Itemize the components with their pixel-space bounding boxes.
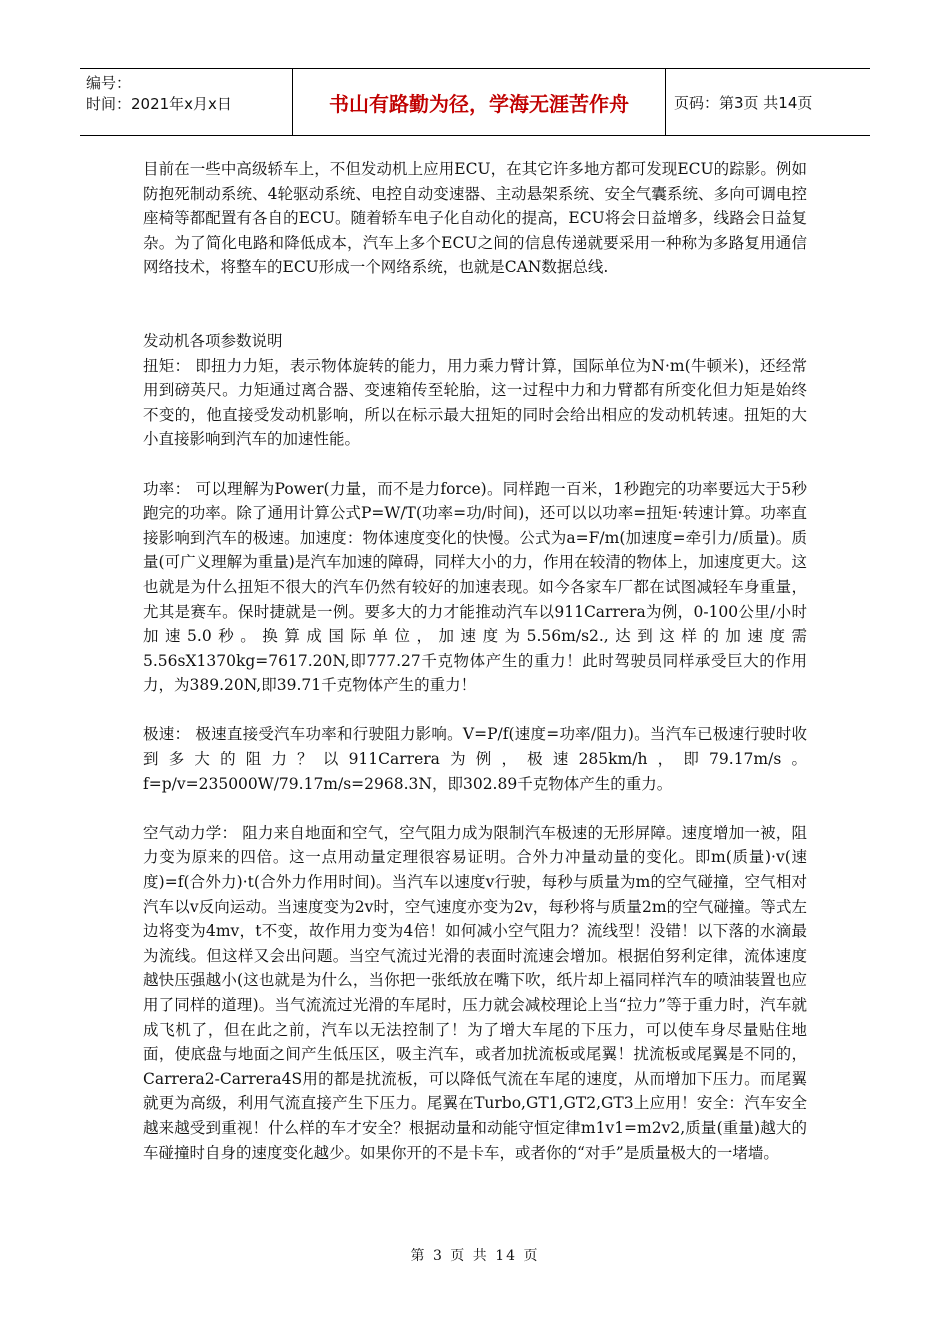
section-title: 发动机各项参数说明 [143, 331, 283, 350]
top-speed-paragraph: 极速： 极速直接受汽车功率和行驶阻力影响。V=P/f(速度=功率/阻力)。当汽车已极速行驶时收到多大的阻力？以911Carrera为例，极速285km/h，即79.17m/s。f=p/v=235000W/79.17m/s=2968.3N，即302.89千克物体产生的重力。 [143, 725, 807, 793]
header-motto: 书山有路勤为径，学海无涯苦作舟 [293, 69, 666, 135]
intro-paragraph: 目前在一些中高级轿车上，不但发动机上应用ECU，在其它许多地方都可发现ECU的踪影。例如防抱死制动系统、4轮驱动系统、电控自动变速器、主动悬架系统、安全气囊系统、多向可调电控座椅等都配置有各自的ECU。随着轿车电子化自动化的提高，ECU将会日益增多，线路会日益复杂。为了简化电路和降低成本，汽车上多个ECU之间的信息传递就要采用一种称为多路复用通信网络技术，将整车的ECU形成一个网络系统，也就是CAN数据总线. [143, 160, 807, 277]
header-page-info: 页码：第3页 共14页 [674, 93, 813, 112]
document-body [143, 157, 807, 1165]
torque-paragraph: 扭矩： 即扭力力矩，表示物体旋转的能力，用力乘力臂计算，国际单位为N·m(牛顿米)，还经常用到磅英尺。力矩通过离合器、变速箱传至轮胎，这一过程中力和力臂都有所变化但力矩是始终不变的，他直接受发动机影响，所以在标示最大扭矩的同时会给出相应的发动机转速。扭矩的大小直接影响到汽车的加速性能。 [143, 356, 807, 449]
aerodynamics-paragraph: 空气动力学： 阻力来自地面和空气，空气阻力成为限制汽车极速的无形屏障。速度增加一被，阻力变为原来的四倍。这一点用动量定理很容易证明。合外力冲量动量的变化。即m(质量)·v(速度)=f(合外力)·t(合外力作用时间)。当汽车以速度v行驶，每秒与质量为m的空气碰撞，空气相对汽车以v反向运动。当速度变为2v时，空气速度亦变为2v，每秒将与质量2m的空气碰撞。等式左边将变为4mv，t不变，故作用力变为4倍！如何减小空气阻力？流线型！没错！以下落的水滴最为流线。但这样又会出问题。当空气流过光滑的表面时流速会增加。根据伯努利定律，流体速度越快压强越小(这也就是为什么，当你把一张纸放在嘴下吹，纸片却上福同样汽车的喷油装置也应用了同样的道理)。当气流流过光滑的车尾时，压力就会减校理论上当“拉力”等于重力时，汽车就成飞机了，但在此之前，汽车以无法控制了！为了增大车尾的下压力，可以使车身尽量贴住地面，使底盘与地面之间产生低压区，吸主汽车，或者加扰流板或尾翼！扰流板或尾翼是不同的，Carrera2-Carrera4S用的都是扰流板，可以降低气流在车尾的速度，从而增加下压力。而尾翼就更为高级，利用气流直接产生下压力。尾翼在Turbo,GT1,GT2,GT3上应用！安全：汽车安全越来越受到重视！什么样的车才安全？根据动量和动能守恒定律m1v1=m2v2,质量(重量)越大的车碰撞时自身的速度变化越少。如果你开的不是卡车，或者你的“对手”是质量极大的一堵墙。 [143, 823, 807, 1162]
spacer [143, 796, 807, 821]
power-paragraph: 功率： 可以理解为Power(力量，而不是力force)。同样跑一百米，1秒跑完的功率要远大于5秒跑完的功率。除了通用计算公式P=W/T(功率=功/时间)，还可以以功率=扭矩·转速计算。功率直接影响到汽车的极速。加速度：物体速度变化的快慢。公式为a=F/m(加速度=牵引力/质量)。质量(可广义理解为重量)是汽车加速的障碍，同样大小的力，作用在较清的物体上，加速度更大。这也就是为什么扭矩不很大的汽车仍然有较好的加速表现。如今各家车厂都在试图减轻车身重量，尤其是赛车。保时捷就是一例。要多大的力才能推动汽车以911Carrera为例，0-100公里/小时加速5.0秒。换算成国际单位，加速度为5.56m/s2.,达到这样的加速度需5.56sX1370kg=7617.20N,即777.27千克物体产生的重力！此时驾驶员同样承受巨大的作用力，为389.20N,即39.71千克物体产生的重力！ [143, 479, 807, 695]
time-label: 时间：2021年x月x日 [86, 95, 232, 113]
spacer [143, 280, 807, 329]
header-meta [80, 69, 293, 135]
spacer [143, 452, 807, 477]
number-label: 编号： [86, 74, 132, 92]
spacer [143, 698, 807, 723]
page-header [80, 68, 870, 136]
page-footer: 第 3 页 共 14 页 [410, 1248, 540, 1264]
